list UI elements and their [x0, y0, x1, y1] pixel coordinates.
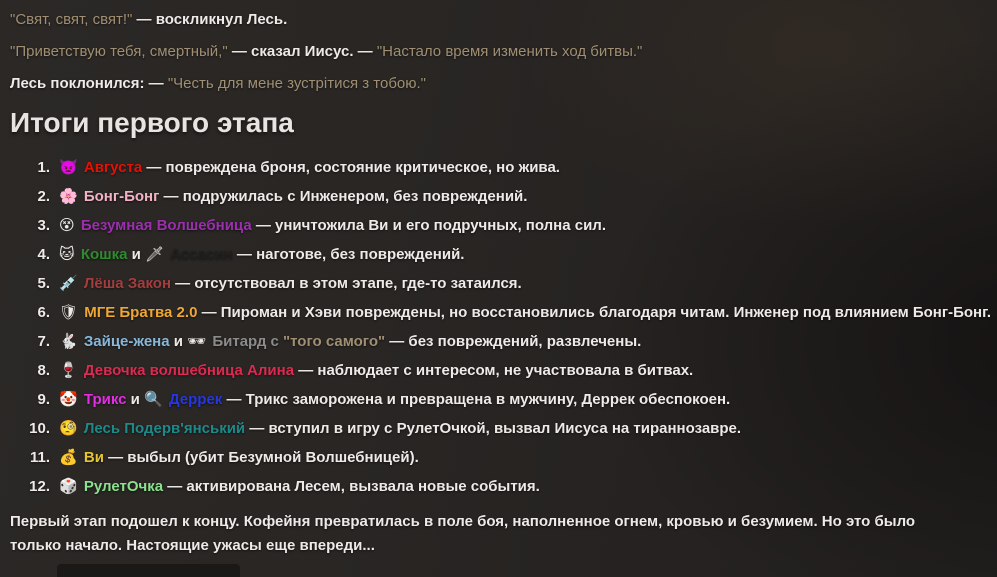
text-segment: Августа: [83, 159, 143, 176]
item-number: 11.: [29, 449, 50, 466]
money-bag-icon: 💰: [59, 449, 82, 466]
text-segment: РулетОчка: [83, 478, 164, 495]
item-number: 9.: [37, 391, 50, 408]
epilogue-text: Первый этап подошел к концу. Кофейня превратилась в поле боя, наполненное огнем, кровью и безумием. Но это было только начало. Настоящие ужасы еще впереди...: [10, 513, 916, 554]
text-segment: — Трикс заморожена и превращена в мужчину, Деррек обеспокоен.: [222, 391, 731, 408]
text-segment: — выбыл (убит Безумной Волшебницей).: [103, 449, 419, 466]
text-segment: и: [126, 391, 145, 408]
cherry-blossom-icon: 🌸: [59, 188, 82, 205]
sunglasses-icon: 🕶: [187, 333, 211, 350]
item-number: 2.: [37, 188, 50, 205]
clown-face-icon: 🤡: [59, 391, 82, 408]
result-item: [22, 216, 987, 236]
result-item: [22, 158, 987, 178]
result-item: [22, 332, 987, 352]
text-segment: Бонг-Бонг: [83, 188, 160, 205]
devil-face-icon: 👿: [59, 159, 82, 176]
item-content: [59, 477, 540, 497]
dialogue-line: [10, 44, 987, 59]
text-segment: Трикс: [83, 391, 127, 408]
rabbit-icon: 🐇: [59, 333, 82, 350]
item-content: [59, 245, 464, 265]
results-list: [10, 158, 992, 497]
result-item: [22, 303, 992, 323]
result-item: [22, 361, 987, 381]
text-segment: — наготове, без повреждений.: [232, 246, 465, 263]
item-content: [59, 216, 606, 236]
text-segment: Лёша Закон: [83, 275, 172, 292]
text-segment: — без повреждений, развлечены.: [385, 333, 642, 350]
result-item: [22, 390, 987, 410]
text-segment: — наблюдает с интересом, не участвовала в битвах.: [294, 362, 694, 379]
result-item: [22, 274, 987, 294]
text-segment: Ассасин: [170, 246, 233, 263]
quoted-speech: "Честь для мене зустрітися з тобою.": [167, 75, 427, 92]
item-content: [59, 274, 522, 294]
item-number: 5.: [37, 275, 50, 292]
text-segment: Деррек: [168, 391, 223, 408]
dizzy-face-icon: 😵: [59, 217, 79, 234]
text-segment: — Пироман и Хэви повреждены, но восстановились благодаря читам. Инженер под влиянием Бонг-Бонг.: [197, 304, 992, 321]
item-content: [59, 187, 527, 207]
wine-glass-icon: 🍷: [59, 362, 82, 379]
cat-face-icon: 🐱: [59, 246, 79, 263]
item-content: [59, 332, 641, 352]
result-item: [22, 245, 987, 265]
text-segment: МГЕ Братва 2.0: [84, 304, 198, 321]
item-number: 6.: [37, 304, 50, 321]
dialogue-line: [10, 12, 987, 27]
quoted-speech: "Приветствую тебя, смертный,": [10, 43, 228, 60]
text-segment: Девочка волшебница Алина: [83, 362, 295, 379]
text-segment: Ви: [83, 449, 104, 466]
syringe-icon: 💉: [59, 275, 82, 292]
text-segment: — активирована Лесем, вызвала новые события.: [163, 478, 540, 495]
item-number: 4.: [37, 246, 50, 263]
item-content: [59, 158, 560, 178]
item-content: [59, 361, 693, 381]
dialogue-section: [10, 12, 987, 91]
result-item: [22, 187, 987, 207]
text-segment: — отсутствовал в этом этапе, где-то затаился.: [171, 275, 522, 292]
item-number: 10.: [29, 420, 50, 437]
text-segment: и: [169, 333, 188, 350]
narration-text: — сказал Иисус. —: [227, 43, 377, 60]
text-segment: Зайце-жена: [83, 333, 170, 350]
magnifier-icon: 🔍: [144, 391, 167, 408]
quoted-speech: "Свят, свят, свят!": [10, 11, 133, 28]
item-content: [59, 303, 991, 323]
item-content: [59, 390, 730, 410]
text-segment: — вступил в игру с РулетОчкой, вызвал Иисуса на тираннозавре.: [245, 420, 742, 437]
text-segment: Безумная Волшебница: [80, 217, 252, 234]
item-content: [59, 448, 419, 468]
text-segment: Кошка: [80, 246, 128, 263]
result-item: [22, 419, 987, 439]
item-number: 12.: [29, 478, 50, 495]
monocle-face-icon: 🧐: [59, 420, 82, 437]
narration-text: Лесь поклонился: —: [10, 75, 168, 92]
text-segment: — подружилась с Инженером, без повреждений.: [159, 188, 528, 205]
dagger-icon: 🗡: [145, 246, 169, 263]
result-item: [22, 448, 987, 468]
text-segment: и: [127, 246, 146, 263]
item-number: 1.: [37, 159, 50, 176]
result-item: [22, 477, 987, 497]
item-number: 3.: [37, 217, 50, 234]
narration-text: — воскликнул Лесь.: [132, 11, 288, 28]
dialogue-line: [10, 76, 987, 91]
text-segment: "того самого": [283, 333, 386, 350]
item-number: 8.: [37, 362, 50, 379]
cutoff-element: [57, 564, 240, 577]
item-content: [59, 419, 741, 439]
text-segment: — повреждена броня, состояние критическое, но жива.: [142, 159, 560, 176]
quoted-speech: "Настало время изменить ход битвы.": [376, 43, 643, 60]
text-segment: Лесь Подерв'янський: [83, 420, 246, 437]
text-segment: — уничтожила Ви и его подручных, полна сил.: [251, 217, 606, 234]
shield-icon: 🛡: [59, 304, 83, 321]
dice-icon: 🎲: [59, 478, 82, 495]
item-number: 7.: [37, 333, 50, 350]
section-heading: Итоги первого этапа: [10, 107, 294, 138]
text-segment: Битард с: [212, 333, 284, 350]
